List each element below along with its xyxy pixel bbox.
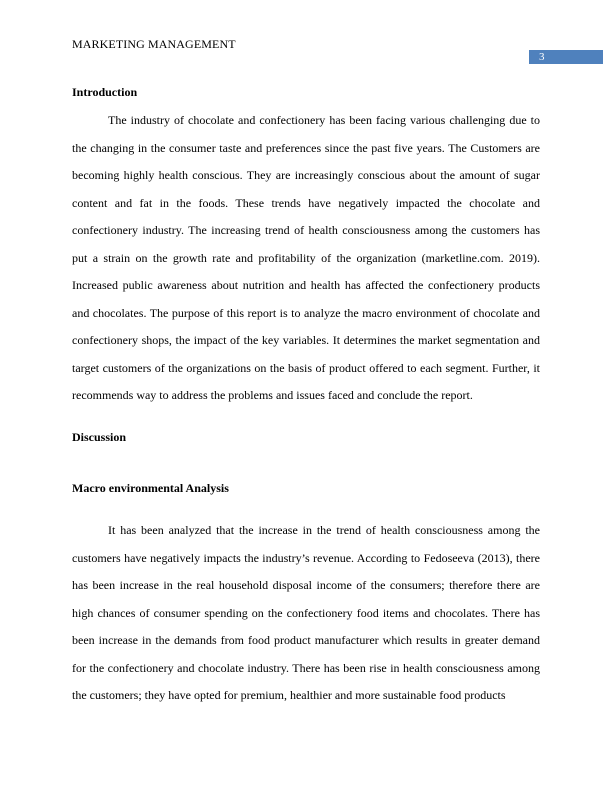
macro-environmental-heading: Macro environmental Analysis <box>72 481 229 495</box>
page-number: 3 <box>529 50 603 64</box>
discussion-heading: Discussion <box>72 430 127 444</box>
introduction-heading: Introduction <box>72 85 138 99</box>
macro-environmental-paragraph: It has been analyzed that the increase in the trend of health consciousness among the customers have negatively impacts the industry’s revenue. According to Fedoseeva (2013), there has been increase in the real household disposal income of the consumers; therefore there are high chances of consumer spending on the confectionery food items and chocolates. There has been increase in the demands from food product manufacturer which results in greater demand for the confectionery and chocolate industry. There has been rise in health consciousness among the customers; they have opted for premium, healthier and more sustainable food products <box>72 523 540 702</box>
running-head: MARKETING MANAGEMENT <box>72 37 236 51</box>
introduction-paragraph: The industry of chocolate and confectionery has been facing various challenging due to the changing in the consumer taste and preferences since the past five years. The Customers are becoming highly health conscious. They are increasingly conscious about the amount of sugar content and fat in the foods. These trends have negatively impacted the chocolate and confectionery industry. The increasing trend of health consciousness among the customers has put a strain on the growth rate and profitability of the organization (marketline.com. 2019). Increased public awareness about nutrition and health has affected the confectionery products and chocolates. The purpose of this report is to analyze the macro environment of chocolate and confectionery shops, the impact of the key variables. It determines the market segmentation and target customers of the organizations on the basis of product offered to each segment. Further, it recommends way to address the problems and issues faced and conclude the report. <box>72 113 540 402</box>
